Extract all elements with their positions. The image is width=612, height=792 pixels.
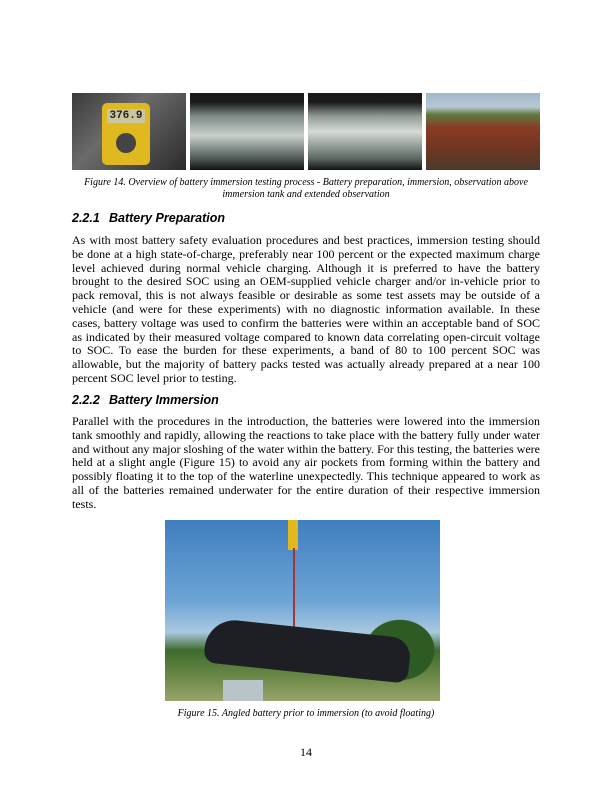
figure-14-photos: [72, 93, 540, 170]
text-line: brought to the desired SOC using an OEM-supplied vehicle charger and/or in-vehicle prior to: [72, 274, 540, 289]
text-line: held at a slight angle (Figure 15) to avoid any air pockets from forming within the battery and: [72, 455, 540, 470]
meter-dial: [116, 133, 136, 153]
caption-line: Figure 14. Overview of battery immersion testing process - Battery preparation, immersion, observation above: [84, 177, 528, 188]
photo-extended-observation: [426, 93, 540, 170]
figure-14-caption: [72, 177, 540, 201]
text-line: and without any major sloshing of the water within the battery. For this testing, the batteries were: [72, 441, 540, 456]
text-line: possibly floating it to the top of the waterline unexpectedly. This technique appeared to work as: [72, 469, 540, 484]
section-title: Battery Immersion: [109, 393, 219, 407]
text-line: As with most battery safety evaluation procedures and best practices, immersion testing should: [72, 233, 540, 247]
text-line: to SOC. To ease the burden for these experiments, a band of 80 to 100 percent SOC was: [72, 343, 540, 358]
text-line: all of the batteries remained underwater for the entire duration of their respective immersion: [72, 482, 540, 497]
text-line: percent SOC level prior to testing.: [72, 370, 237, 385]
text-line: as indicated by their measured voltage compared to known data correlating open-circuit voltage: [72, 329, 540, 344]
photo-battery-preparation: [72, 93, 186, 170]
figure-15-photo-angled-battery: [165, 520, 440, 701]
text-line: level achieved during normal vehicle charging. Although it is preferred to have the battery: [72, 260, 540, 275]
photo-immersion: [190, 93, 304, 170]
text-line: tank smoothly and rapidly, allowing the reactions to take place with the battery fully under water: [72, 427, 540, 442]
section-number: 2.2.1: [72, 211, 100, 225]
meter-reading: 376.9: [107, 109, 145, 123]
lifting-chain: [293, 548, 295, 628]
shed: [223, 680, 263, 701]
crane-hook: [288, 520, 298, 550]
text-line: cases, battery voltage was used to confirm the batteries were within an acceptable band of SOC: [72, 315, 540, 330]
text-line: Parallel with the procedures in the introduction, the batteries were lowered into the immersion: [72, 414, 540, 428]
text-line: pack removal, this is not always feasible or desirable as some test assets may be outside of a: [72, 288, 540, 303]
page-number: 14: [300, 745, 312, 759]
photo-observation-above-tank: [308, 93, 422, 170]
text-line: tests.: [72, 496, 97, 511]
section-heading-2-2-1: [72, 211, 225, 226]
section-heading-2-2-2: [72, 393, 219, 408]
caption-line: immersion tank and extended observation: [222, 189, 390, 200]
text-line: allowable, but the majority of battery packs tested was actually already prepared at a near 100: [72, 357, 540, 372]
paragraph-battery-immersion: [72, 415, 540, 512]
text-line: be done at a high state-of-charge, preferably near 100 percent or the expected maximum charge: [72, 246, 540, 261]
section-number: 2.2.2: [72, 393, 100, 407]
multimeter: [102, 103, 150, 165]
section-title: Battery Preparation: [109, 211, 226, 225]
text-line: vehicle (and were for these experiments) with no diagnostic information available. In these: [72, 301, 540, 316]
figure-15-caption: Figure 15. Angled battery prior to immersion (to avoid floating): [177, 708, 435, 719]
paragraph-battery-preparation: [72, 234, 540, 386]
